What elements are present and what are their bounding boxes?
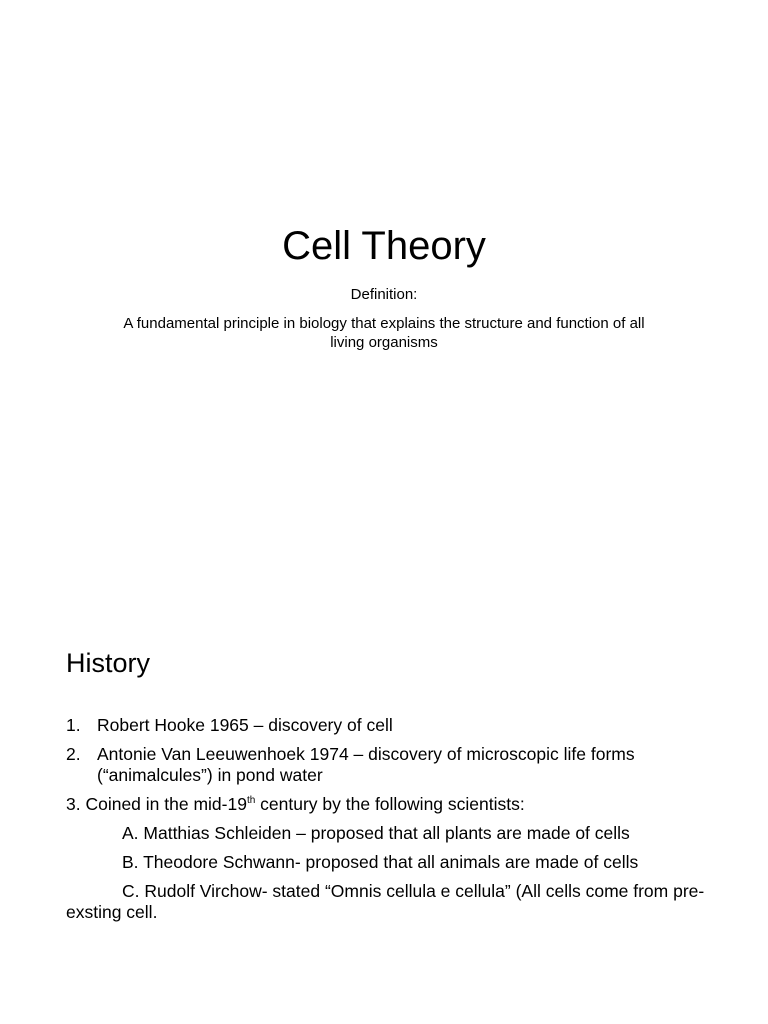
scientist-schwann: B. Theodore Schwann- proposed that all animals are made of cells [122,852,639,872]
history-list [66,715,716,923]
list-number: 1. [66,715,81,735]
list-item-text: Robert Hooke 1965 – discovery of cell [97,715,393,735]
scientist-virchow: C. Rudolf Virchow- stated “Omnis cellula e cellula” (All cells come from pre-exsting cell. [66,881,705,922]
list-item [66,715,716,736]
list-item-3 [66,794,716,815]
definition-label: Definition: [350,286,418,303]
item3-text-end: century by the following scientists: [255,794,525,814]
slide-history [0,512,768,1024]
scientist-schleiden: A. Matthias Schleiden – proposed that all plants are made of cells [122,823,630,843]
slide-title: Cell Theory [282,224,486,268]
list-number: 2. [66,744,81,764]
item3-superscript: th [246,795,256,807]
definition-text: A fundamental principle in biology that explains the structure and function of all living organisms [123,315,645,351]
list-item-text: Antonie Van Leeuwenhoek 1974 – discovery of microscopic life forms (“animalcules”) in pond water [97,744,635,785]
history-heading: History [66,648,151,678]
list-item [66,744,716,786]
item3-text-start: 3. Coined in the mid-19 [66,794,247,814]
